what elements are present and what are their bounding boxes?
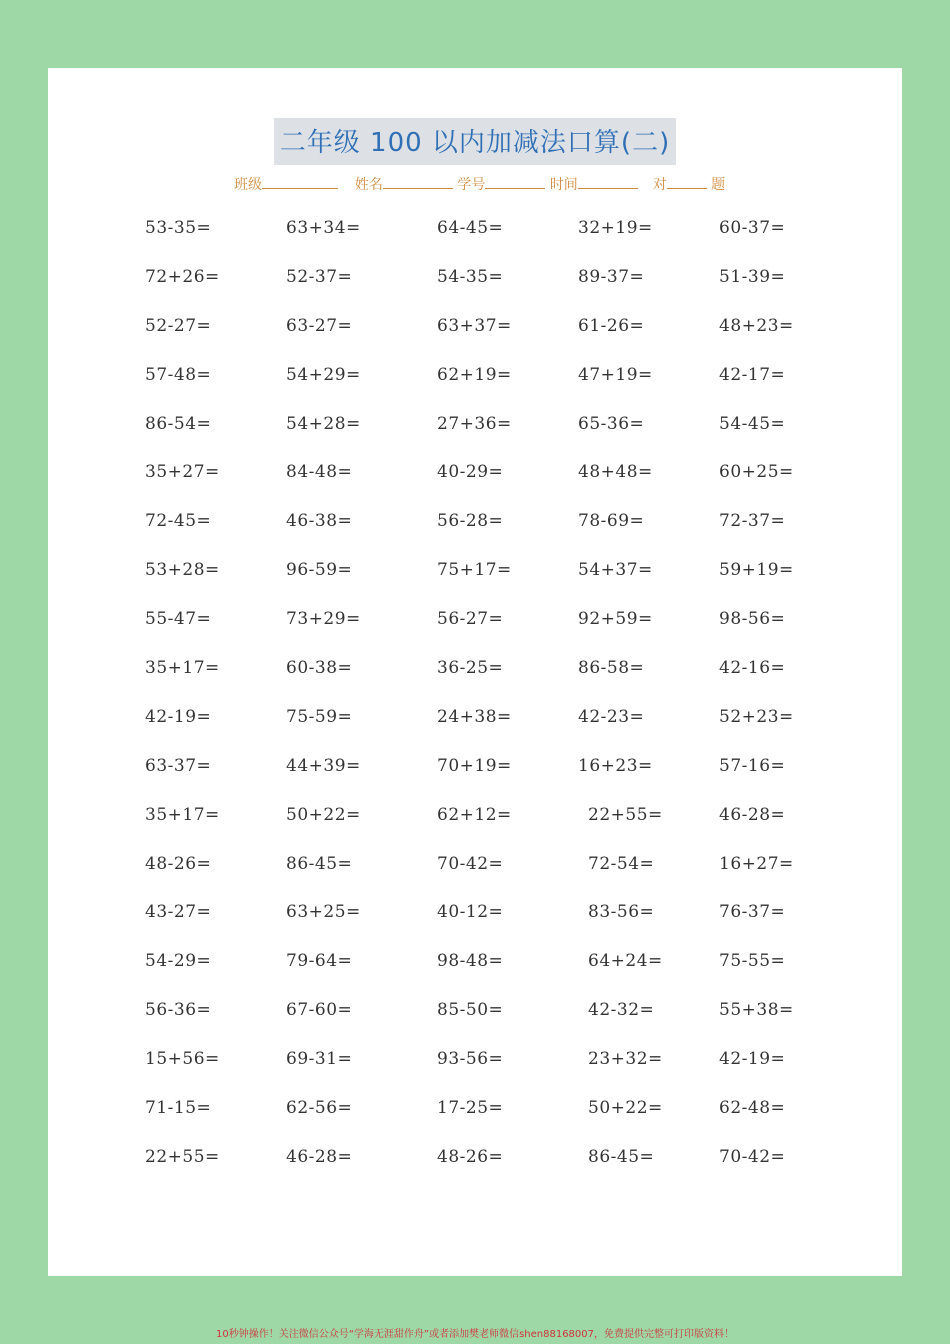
problem-item: 86-58= (578, 658, 645, 679)
problem-item: 84-48= (286, 462, 353, 483)
problem-item: 76-37= (719, 902, 786, 923)
problem-item: 93-56= (437, 1049, 504, 1070)
problem-item: 56-27= (437, 609, 504, 630)
problem-item: 16+27= (719, 853, 794, 874)
problem-item: 24+38= (437, 706, 512, 727)
student-info-line (234, 174, 725, 194)
problem-item: 53+28= (145, 560, 220, 581)
problem-item: 27+36= (437, 413, 512, 434)
footer-note: 10秒钟操作！关注微信公众号“学海无涯甜作舟”或者添加樊老师微信shen88168007，免费提供完整可打印版资料！ (215, 1329, 735, 1340)
problem-item: 52+23= (719, 706, 794, 727)
problem-row (48, 902, 902, 951)
problem-item: 40-12= (437, 902, 504, 923)
problem-item: 54+29= (286, 364, 361, 385)
problem-item: 98-48= (437, 951, 504, 972)
problem-item: 35+27= (145, 462, 220, 483)
problem-row (48, 511, 902, 560)
correct-label: 对 (652, 177, 667, 193)
problem-item: 52-27= (145, 315, 212, 336)
problem-item: 70-42= (719, 1146, 786, 1167)
problem-item: 43-27= (145, 902, 212, 923)
problem-item: 56-28= (437, 511, 504, 532)
problem-item: 50+22= (588, 1098, 663, 1119)
problem-item: 54+28= (286, 413, 361, 434)
problem-item: 22+55= (145, 1146, 220, 1167)
problem-item: 73+29= (286, 609, 361, 630)
problem-item: 64+24= (588, 951, 663, 972)
problem-item: 75-55= (719, 951, 786, 972)
problem-item: 63-37= (145, 755, 212, 776)
problem-item: 65-36= (578, 413, 645, 434)
worksheet-title: 二年级 100 以内加减法口算(二) (274, 118, 676, 165)
problem-item: 62-48= (719, 1098, 786, 1119)
problem-item: 72+26= (145, 266, 220, 287)
problem-item: 64-45= (437, 218, 504, 238)
problem-row (48, 1049, 902, 1098)
problem-item: 15+56= (145, 1049, 220, 1070)
problem-item: 54+37= (578, 560, 653, 581)
problem-item: 57-48= (145, 364, 212, 385)
title-area (48, 118, 902, 165)
problem-row (48, 658, 902, 707)
problem-row (48, 365, 902, 414)
problem-item: 62-56= (286, 1098, 353, 1119)
problem-item: 54-35= (437, 266, 504, 287)
id-label: 学号 (457, 177, 486, 193)
problem-item: 40-29= (437, 462, 504, 483)
problem-item: 79-64= (286, 951, 353, 972)
problem-item: 48+23= (719, 315, 794, 336)
problem-item: 71-15= (145, 1098, 212, 1119)
problem-item: 46-28= (719, 804, 786, 825)
problem-row (48, 805, 902, 854)
problem-item: 72-45= (145, 511, 212, 532)
problem-row (48, 1098, 902, 1147)
problem-item: 55-47= (145, 609, 212, 630)
questions-label: 题 (711, 177, 726, 193)
problem-item: 86-54= (145, 413, 212, 434)
problem-item: 96-59= (286, 560, 353, 581)
problem-item: 42-16= (719, 658, 786, 679)
problem-row (48, 951, 902, 1000)
time-blank[interactable] (578, 174, 638, 189)
problem-item: 52-37= (286, 266, 353, 287)
problem-item: 60-38= (286, 658, 353, 679)
problem-item: 67-60= (286, 1000, 353, 1021)
problem-row (48, 267, 902, 316)
problem-item: 60+25= (719, 462, 794, 483)
problem-item: 35+17= (145, 658, 220, 679)
problem-item: 46-38= (286, 511, 353, 532)
correct-blank[interactable] (667, 174, 707, 189)
problem-item: 62+19= (437, 364, 512, 385)
problem-item: 61-26= (578, 315, 645, 336)
problem-item: 44+39= (286, 755, 361, 776)
problem-row (48, 462, 902, 511)
problem-item: 57-16= (719, 755, 786, 776)
problem-item: 51-39= (719, 266, 786, 287)
problem-item: 42-19= (145, 706, 212, 727)
problem-item: 63+37= (437, 315, 512, 336)
worksheet-page (48, 68, 902, 1276)
problem-item: 63+25= (286, 902, 361, 923)
problem-item: 47+19= (578, 364, 653, 385)
problem-item: 42-32= (588, 1000, 655, 1021)
problem-item: 60-37= (719, 218, 786, 238)
problem-item: 54-45= (719, 413, 786, 434)
problem-row (48, 854, 902, 903)
problem-row (48, 218, 902, 267)
problem-item: 72-54= (588, 853, 655, 874)
problem-item: 48+48= (578, 462, 653, 483)
problem-item: 54-29= (145, 951, 212, 972)
problem-item: 16+23= (578, 755, 653, 776)
class-label: 班级 (234, 177, 262, 193)
problem-item: 59+19= (719, 560, 794, 581)
problem-item: 23+32= (588, 1049, 663, 1070)
problem-item: 17-25= (437, 1098, 504, 1119)
problem-row (48, 756, 902, 805)
problem-row (48, 560, 902, 609)
id-blank[interactable] (485, 174, 545, 189)
problem-item: 83-56= (588, 902, 655, 923)
problem-item: 70+19= (437, 755, 512, 776)
problem-item: 48-26= (437, 1146, 504, 1167)
problem-item: 92+59= (578, 609, 653, 630)
problem-row (48, 414, 902, 463)
problem-item: 75-59= (286, 706, 353, 727)
problem-item: 75+17= (437, 560, 512, 581)
problem-item: 69-31= (286, 1049, 353, 1070)
problem-item: 78-69= (578, 511, 645, 532)
time-label: 时间 (549, 177, 578, 193)
problem-item: 62+12= (437, 804, 512, 825)
problem-item: 86-45= (588, 1146, 655, 1167)
problem-item: 89-37= (578, 266, 645, 287)
problem-item: 98-56= (719, 609, 786, 630)
problem-item: 22+55= (588, 804, 663, 825)
problem-item: 72-37= (719, 511, 786, 532)
problem-item: 86-45= (286, 853, 353, 874)
problem-item: 48-26= (145, 853, 212, 874)
problem-item: 53-35= (145, 218, 212, 238)
problem-item: 36-25= (437, 658, 504, 679)
problem-item: 32+19= (578, 218, 653, 238)
problem-item: 46-28= (286, 1146, 353, 1167)
problem-item: 42-19= (719, 1049, 786, 1070)
problem-item: 63-27= (286, 315, 353, 336)
problem-item: 63+34= (286, 218, 361, 238)
problem-item: 85-50= (437, 1000, 504, 1021)
problem-item: 35+17= (145, 804, 220, 825)
problem-item: 70-42= (437, 853, 504, 874)
problem-item: 50+22= (286, 804, 361, 825)
class-blank[interactable] (262, 174, 338, 189)
name-blank[interactable] (383, 174, 453, 189)
problem-row (48, 1000, 902, 1049)
problem-item: 56-36= (145, 1000, 212, 1021)
problem-item: 42-23= (578, 706, 645, 727)
problem-item: 55+38= (719, 1000, 794, 1021)
problem-row (48, 316, 902, 365)
problem-row (48, 707, 902, 756)
name-label: 姓名 (354, 177, 383, 193)
problem-row (48, 609, 902, 658)
problem-item: 42-17= (719, 364, 786, 385)
problem-grid (48, 218, 902, 1196)
problem-row (48, 1147, 902, 1196)
